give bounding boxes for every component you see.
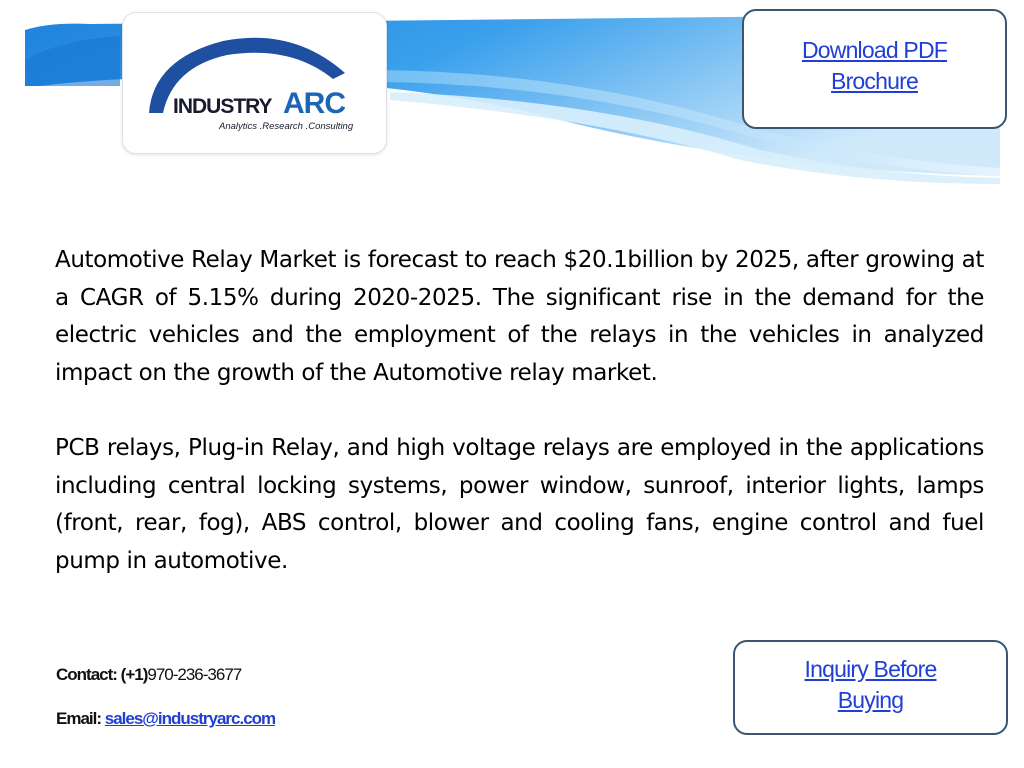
inquiry-box: [733, 640, 1008, 735]
phone-label: Contact: (+1): [56, 665, 148, 684]
inquiry-before-buying-link[interactable]: Inquiry Before Buying: [804, 655, 937, 713]
logo-brand-dark: INDUSTRY: [173, 95, 272, 118]
logo-graphic: [123, 13, 386, 153]
download-brochure-box: [742, 9, 1007, 129]
paragraph-market-forecast: Automotive Relay Market is forecast to reach $20.1billion by 2025, after growing at a CAGR of 5.15% during 2020-2025. The significant rise in the demand for the electric vehicles and the employment of the relays in the vehicles in analyzed impact on the growth of the Automotive relay market.: [55, 247, 984, 386]
phone-number: 970-236-3677: [147, 665, 242, 684]
email-label: Email:: [56, 709, 102, 728]
logo-tagline: Analytics .Research .Consulting: [219, 121, 354, 132]
contact-email: [56, 709, 275, 729]
contact-phone: [56, 665, 241, 685]
industryarc-logo: [122, 12, 387, 154]
article-body: [55, 242, 984, 580]
paragraph-relay-applications: PCB relays, Plug-in Relay, and high voltage relays are employed in the applications including central locking systems, power window, sunroof, interior lights, lamps (front, rear, fog), ABS control, blower and cooling fans, engine control and fuel pump in automotive.: [55, 434, 984, 574]
logo-brand-accent: ARC: [283, 87, 345, 120]
email-link[interactable]: sales@industryarc.com: [104, 709, 276, 728]
download-pdf-brochure-link[interactable]: Download PDF Brochure: [801, 37, 948, 94]
